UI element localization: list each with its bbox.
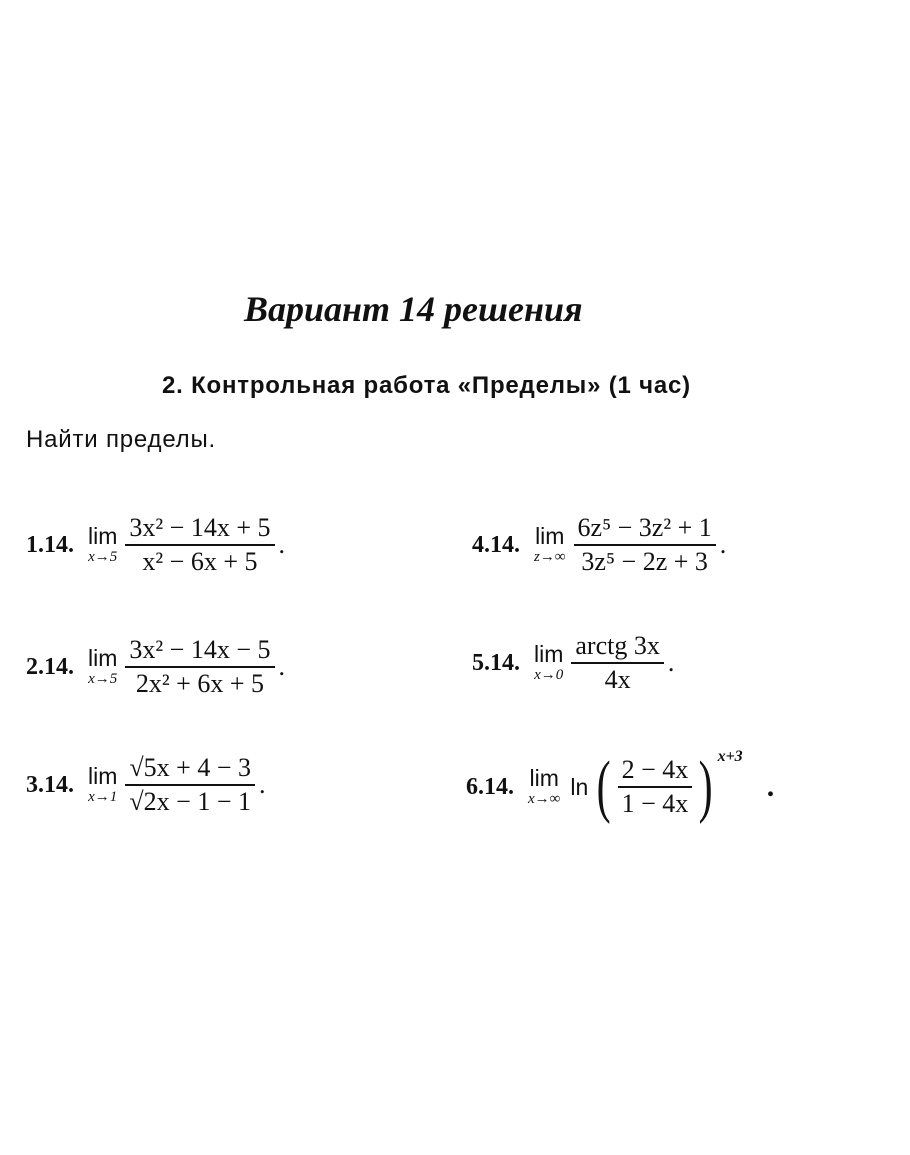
- denominator: x² − 6x + 5: [142, 547, 258, 576]
- denominator: 1 − 4x: [621, 789, 689, 818]
- denominator: 2x² + 6x + 5: [135, 669, 265, 698]
- problem-3-14: [26, 752, 266, 818]
- denominator: 4x: [604, 665, 631, 694]
- end-period: .: [766, 770, 775, 803]
- instruction-text: Найти пределы.: [26, 426, 216, 453]
- fraction: [618, 754, 693, 820]
- lim-subscript: x→5: [88, 671, 118, 687]
- problem-1-14: [26, 512, 285, 578]
- end-period: .: [278, 652, 286, 681]
- problem-number: 4.14.: [472, 531, 520, 558]
- numerator: 6z⁵ − 3z² + 1: [574, 512, 716, 546]
- limit-operator: [88, 646, 117, 688]
- problem-2-14: [26, 634, 285, 700]
- lim-word: lim: [88, 645, 118, 671]
- limit-operator: [528, 766, 560, 808]
- limit-operator: [534, 524, 566, 566]
- end-period: .: [259, 770, 266, 799]
- open-parenthesis: (: [596, 748, 611, 825]
- denominator: 3z⁵ − 2z + 3: [581, 547, 708, 576]
- end-period: .: [667, 648, 675, 677]
- fraction: [571, 630, 663, 696]
- numerator: 3x² − 14x + 5: [125, 512, 274, 546]
- close-parenthesis: ): [698, 748, 713, 825]
- problem-number: 2.14.: [26, 653, 74, 680]
- lim-word: lim: [529, 765, 559, 791]
- problem-number: 6.14.: [466, 773, 514, 800]
- problem-5-14: [472, 630, 674, 696]
- lim-subscript: x→1: [88, 789, 118, 805]
- numerator: 3x² − 14x − 5: [125, 634, 274, 668]
- limit-operator: [88, 524, 117, 566]
- lim-subscript: x→0: [534, 667, 564, 683]
- lim-subscript: x→∞: [528, 791, 561, 807]
- fraction: [574, 512, 716, 578]
- denominator: √2x − 1 − 1: [129, 787, 251, 816]
- lim-subscript: x→5: [88, 549, 118, 565]
- limit-operator: [88, 764, 117, 806]
- lim-word: lim: [88, 523, 118, 549]
- ln-function: ln: [570, 773, 589, 800]
- problem-number: 3.14.: [26, 771, 74, 798]
- end-period: .: [719, 530, 727, 559]
- lim-word: lim: [535, 523, 565, 549]
- problem-6-14: [466, 748, 775, 825]
- lim-subscript: z→∞: [534, 549, 566, 565]
- fraction: [125, 512, 274, 578]
- numerator: 2 − 4x: [618, 754, 693, 788]
- end-period: .: [278, 530, 286, 559]
- lim-word: lim: [88, 763, 118, 789]
- lim-word: lim: [534, 641, 564, 667]
- numerator: arctg 3x: [571, 630, 663, 664]
- limit-operator: [534, 642, 563, 684]
- variant-title: Вариант 14 решения: [244, 289, 583, 329]
- fraction: [125, 634, 274, 700]
- fraction: [125, 752, 255, 818]
- section-title: 2. Контрольная работа «Пределы» (1 час): [162, 372, 691, 399]
- problem-number: 1.14.: [26, 531, 74, 558]
- numerator: √5x + 4 − 3: [125, 752, 255, 786]
- exponent: x+3: [717, 748, 743, 765]
- problem-4-14: [472, 512, 726, 578]
- problem-number: 5.14.: [472, 649, 520, 676]
